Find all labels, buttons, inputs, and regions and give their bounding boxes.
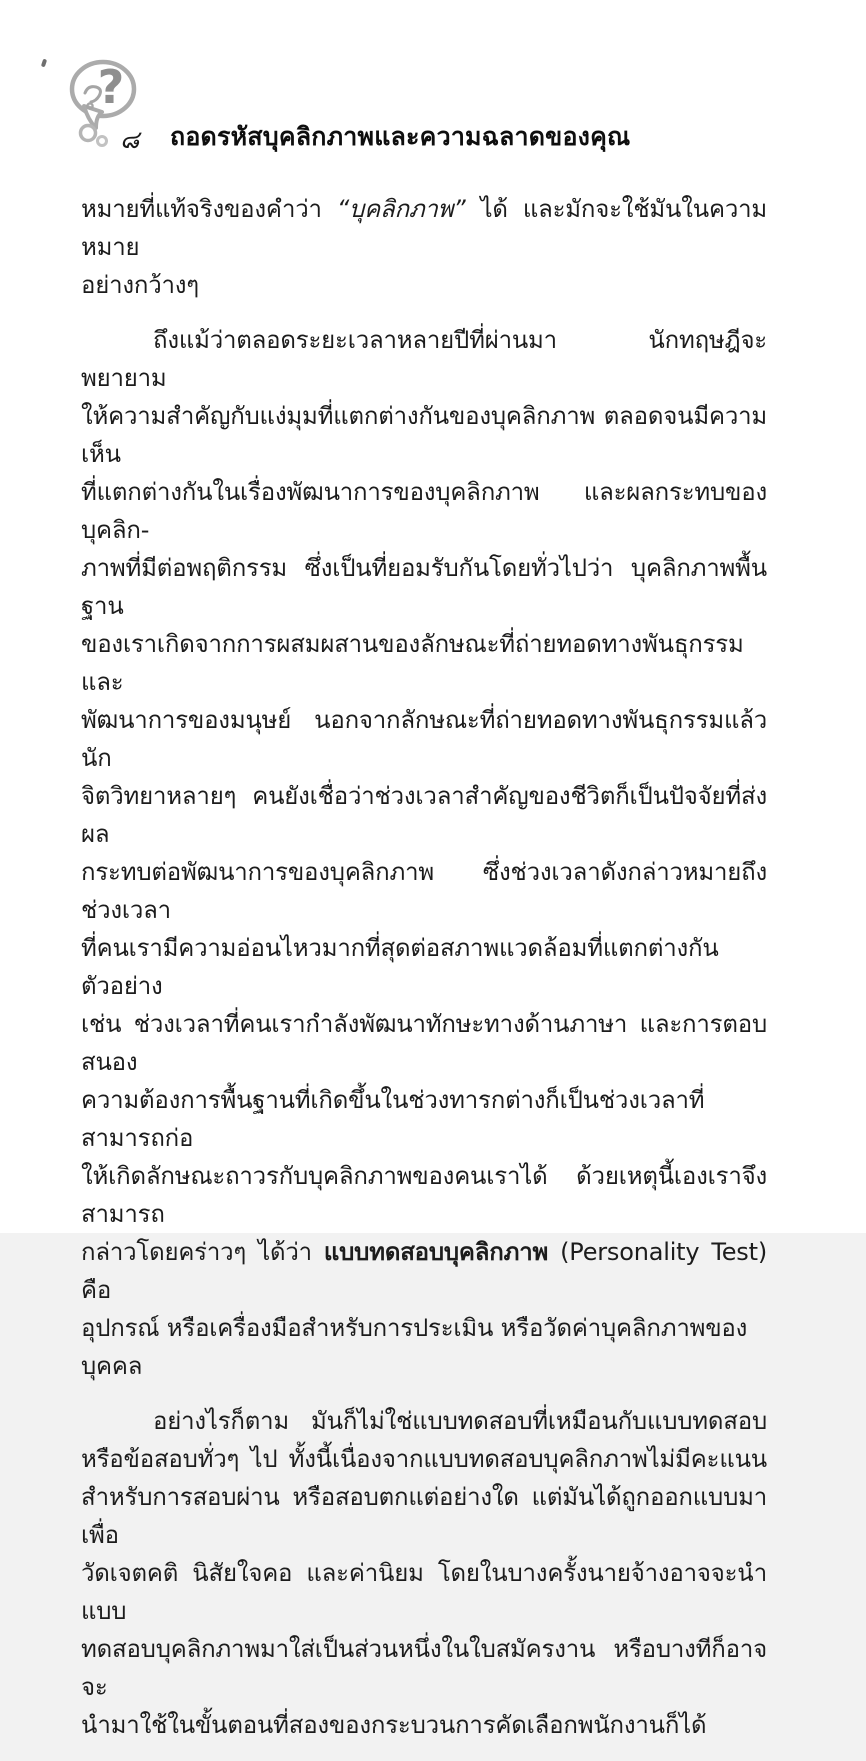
text-segment: อย่างกว้างๆ xyxy=(81,271,199,299)
text-segment: กระทบต่อพัฒนาการของบุคลิกภาพ ซึ่งช่วงเวลาดังกล่าวหมายถึง ช่วงเวลา xyxy=(81,858,767,924)
text-segment: หรือข้อสอบทั่วๆ ไป ทั้งนี้เนื่องจากแบบทดสอบบุคลิกภาพไม่มีคะแนน xyxy=(81,1445,767,1473)
text-line xyxy=(81,397,767,473)
text-line xyxy=(81,1478,767,1554)
page-number: ๘ xyxy=(120,125,140,154)
body-text xyxy=(81,190,767,1761)
text-line xyxy=(81,929,767,1005)
text-segment: ที่คนเรามีความอ่อนไหวมากที่สุดต่อสภาพแวดล้อมที่แตกต่างกัน ตัวอย่าง xyxy=(81,934,719,1000)
text-segment: ถึงแม้ว่าตลอดระยะเวลาหลายปีที่ผ่านมา นักทฤษฎีจะพยายาม xyxy=(81,326,767,392)
text-segment: นำมาใช้ในขั้นตอนที่สองของกระบวนการคัดเลือกพนักงานก็ได้ xyxy=(81,1711,707,1739)
text-line xyxy=(81,321,767,397)
text-segment: อุปกรณ์ หรือเครื่องมือสำหรับการประเมิน หรือวัดค่าบุคลิกภาพของบุคคล xyxy=(81,1314,748,1380)
text-segment: ที่แตกต่างกันในเรื่องพัฒนาการของบุคลิกภาพ และผลกระทบของบุคลิก- xyxy=(81,478,767,544)
paragraph xyxy=(81,1402,767,1744)
text-line xyxy=(81,1309,767,1385)
text-line xyxy=(81,625,767,701)
text-line xyxy=(81,1554,767,1630)
text-segment: ได้ และมักจะใช้มันในความหมาย xyxy=(81,195,767,261)
text-segment: ภาพที่มีต่อพฤติกรรม ซึ่งเป็นที่ยอมรับกันโดยทั่วไปว่า บุคลิกภาพพื้นฐาน xyxy=(81,554,767,620)
text-line xyxy=(81,777,767,853)
text-segment: ความต้องการพื้นฐานที่เกิดขึ้นในช่วงทารกต่างก็เป็นช่วงเวลาที่สามารถก่อ xyxy=(81,1086,705,1152)
text-line xyxy=(81,190,767,266)
text-line xyxy=(81,701,767,777)
text-line xyxy=(81,1402,767,1440)
text-line xyxy=(81,1440,767,1478)
book-title: ถอดรหัสบุคลิกภาพและความฉลาดของคุณ xyxy=(170,122,631,151)
svg-text:?: ? xyxy=(97,60,125,114)
text-line xyxy=(81,1706,767,1744)
text-line xyxy=(81,549,767,625)
paragraph xyxy=(81,321,767,1385)
text-segment: ให้เกิดลักษณะถาวรกับบุคลิกภาพของคนเราได้ ด้วยเหตุนี้เองเราจึงสามารถ xyxy=(81,1162,767,1228)
text-line xyxy=(81,1233,767,1309)
text-line xyxy=(81,266,767,304)
text-segment: อย่างไรก็ตาม มันก็ไม่ใช่แบบทดสอบที่เหมือนกับแบบทดสอบ xyxy=(153,1407,767,1435)
text-line xyxy=(81,853,767,929)
text-segment: หมายที่แท้จริงของคำว่า xyxy=(81,195,337,223)
text-segment: สำหรับการสอบผ่าน หรือสอบตกแต่อย่างใด แต่มันได้ถูกออกแบบมาเพื่อ xyxy=(81,1483,767,1549)
text-line xyxy=(81,1630,767,1706)
text-segment: ทดสอบบุคลิกภาพมาใส่เป็นส่วนหนึ่งในใบสมัครงาน หรือบางทีก็อาจจะ xyxy=(81,1635,767,1701)
text-segment: ให้ความสำคัญกับแง่มุมที่แตกต่างกันของบุคลิกภาพ ตลอดจนมีความเห็น xyxy=(81,402,767,468)
text-segment: เช่น ช่วงเวลาที่คนเรากำลังพัฒนาทักษะทางด้านภาษา และการตอบสนอง xyxy=(81,1010,767,1076)
text-segment: กล่าวโดยคร่าวๆ ได้ว่า xyxy=(81,1238,324,1266)
bold-term: แบบทดสอบบุคลิกภาพ xyxy=(323,1238,549,1266)
text-line xyxy=(81,1005,767,1081)
text-line xyxy=(81,473,767,549)
text-segment: (Personality Test) คือ xyxy=(81,1238,767,1304)
text-segment: ของเราเกิดจากการผสมผสานของลักษณะที่ถ่ายทอดทางพันธุกรรมและ xyxy=(81,630,744,696)
italic-term: “บุคลิกภาพ” xyxy=(336,195,466,223)
paragraph xyxy=(81,190,767,304)
text-line xyxy=(81,1081,767,1157)
text-segment: วัดเจตคติ นิสัยใจคอ และค่านิยม โดยในบางครั้งนายจ้างอาจจะนำแบบ xyxy=(81,1559,767,1625)
scan-speck xyxy=(41,59,47,68)
text-segment: จิตวิทยาหลายๆ คนยังเชื่อว่าช่วงเวลาสำคัญของชีวิตก็เป็นปัจจัยที่ส่งผล xyxy=(81,782,767,848)
text-line xyxy=(81,1157,767,1233)
text-segment: พัฒนาการของมนุษย์ นอกจากลักษณะที่ถ่ายทอดทางพันธุกรรมแล้ว นัก xyxy=(81,706,767,772)
